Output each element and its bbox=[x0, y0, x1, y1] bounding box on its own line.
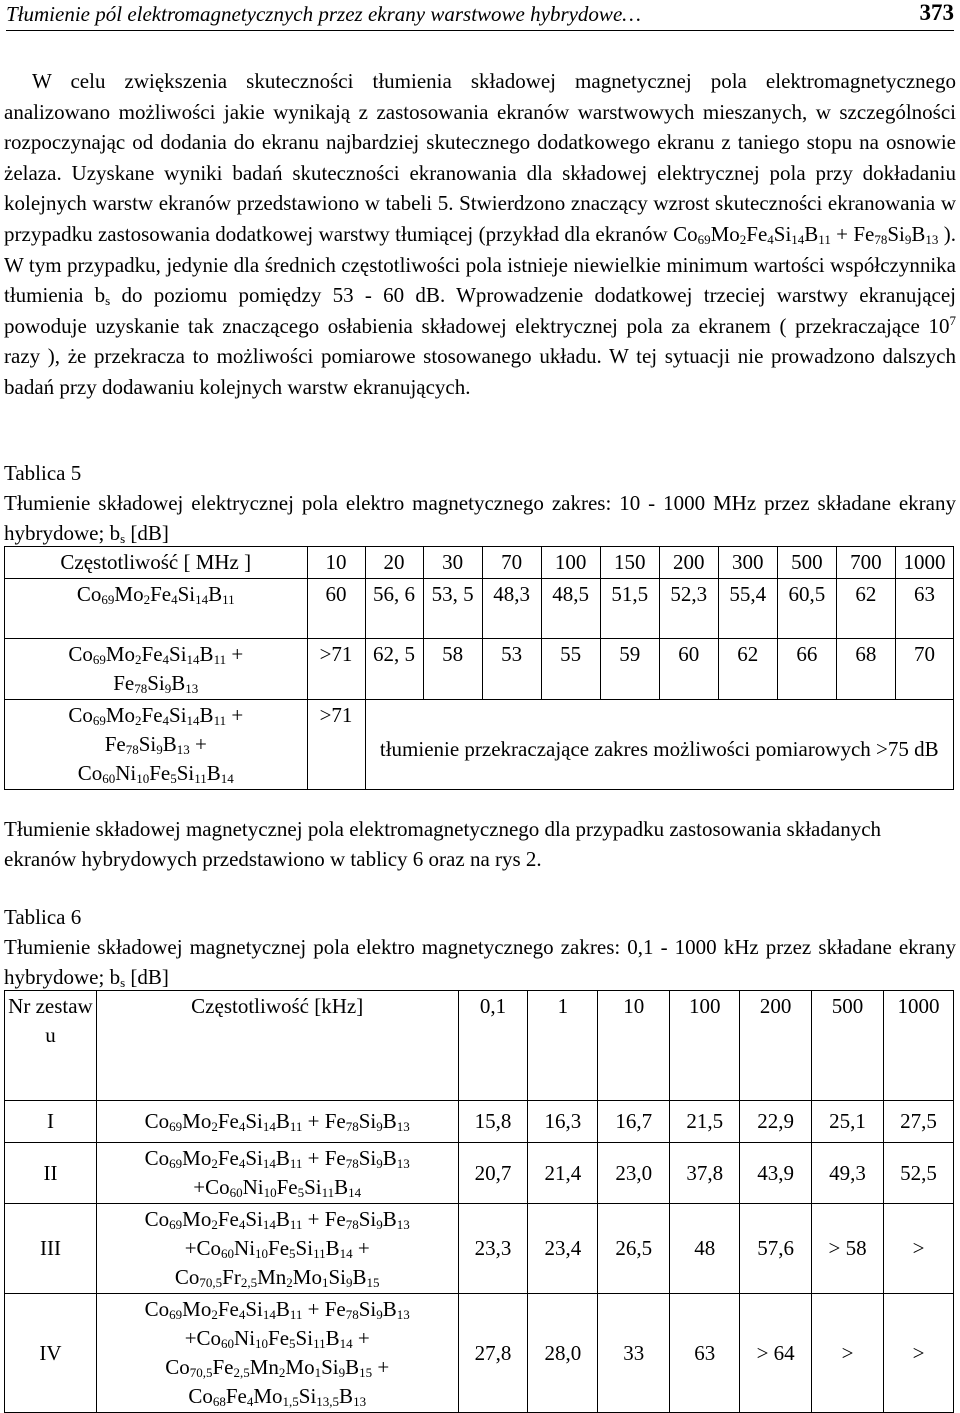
table5-row-label: $Co_{69}Mo_2Fe_4Si_{14}B_{11}$ + $Fe_{78}Si_9B_{13}$ + $Co_{60}Ni_{10}Fe_5Si_{11}B_{14}$ bbox=[5, 700, 308, 790]
table6-cell: > bbox=[883, 1204, 953, 1294]
table6-nr-header: Nr zestaw u bbox=[5, 991, 97, 1101]
table6-row-composition: $Co_{69}Mo_2Fe_4Si_{14}B_{11} + Fe_{78}Si_9B_{13}$ $+Co_{60}Ni_{10}Fe_5Si_{11}B_{14}$ + $Co_{70,5}Fe_{2,5}Mn_2Mo_1Si_9B_{15}$ + $Co_{68}Fe_4Mo_{1,5}Si_{13,5}B_{13}$ bbox=[96, 1294, 458, 1413]
table5-caption: Tłumienie składowej elektrycznej pola elektro magnetycznego zakres: 10 - 1000 MHz przez składane ekrany hybrydowe; $b_s$ [dB] bbox=[4, 491, 956, 546]
table5-freq: 500 bbox=[777, 547, 836, 579]
table6-cell: 23,4 bbox=[528, 1204, 598, 1294]
table6-cell: 27,5 bbox=[883, 1101, 953, 1143]
table5-cell: 56, 6 bbox=[365, 579, 423, 639]
table5-label: Tablica 5 bbox=[4, 461, 82, 485]
table5-freq: 20 bbox=[365, 547, 423, 579]
table5-freq: 10 bbox=[307, 547, 365, 579]
table6-row-nr: I bbox=[5, 1101, 97, 1143]
table6-row-composition: $Co_{69}Mo_2Fe_4Si_{14}B_{11} + Fe_{78}Si_9B_{13}$ $+Co_{60}Ni_{10}Fe_5Si_{11}B_{14}$ + $Co_{70,5}Fr_{2,5}Mn_2Mo_1Si_9B_{15}$ bbox=[96, 1204, 458, 1294]
table6-cell: 48 bbox=[670, 1204, 740, 1294]
table6-cell: 27,8 bbox=[458, 1294, 528, 1413]
table5-cell: 55 bbox=[541, 639, 600, 700]
table5-cell: 53 bbox=[482, 639, 541, 700]
table6-cell: 22,9 bbox=[740, 1101, 812, 1143]
table6-row-composition: $Co_{69}Mo_2Fe_4Si_{14}B_{11} + Fe_{78}Si_9B_{13}$ $+Co_{60}Ni_{10}Fe_5Si_{11}B_{14}$ bbox=[96, 1143, 458, 1204]
table5 bbox=[4, 546, 954, 790]
table6-row-nr: II bbox=[5, 1143, 97, 1204]
table5-cell: 62 bbox=[836, 579, 895, 639]
table6-caption-block bbox=[4, 902, 956, 992]
table5-freq: 1000 bbox=[895, 547, 953, 579]
table5-header-label: Częstotliwość [ MHz ] bbox=[5, 547, 308, 579]
table6-row-nr: III bbox=[5, 1204, 97, 1294]
table5-freq: 30 bbox=[423, 547, 482, 579]
table6-freq: 200 bbox=[740, 991, 812, 1101]
table5-header-row bbox=[5, 547, 954, 579]
table6-cell: > 64 bbox=[740, 1294, 812, 1413]
paragraph-text: razy ), że przekracza to możliwości pomiarowe stosowanego układu. W tej sytuacji nie prowadzono dalszych badań przy dodawaniu kolejnych warstw ekranujących. bbox=[4, 344, 956, 399]
table5-row bbox=[5, 700, 954, 790]
table5-cell: 68 bbox=[836, 639, 895, 700]
table6-freq-header: Częstotliwość [kHz] bbox=[96, 991, 458, 1101]
table6-freq: 1000 bbox=[883, 991, 953, 1101]
table6-row-composition: $Co_{69}Mo_2Fe_4Si_{14}B_{11} + Fe_{78}Si_9B_{13}$ bbox=[96, 1101, 458, 1143]
table6-cell: 23,3 bbox=[458, 1204, 528, 1294]
table6-cell: 21,5 bbox=[670, 1101, 740, 1143]
table6-cell: 21,4 bbox=[528, 1143, 598, 1204]
table5-cell: 60 bbox=[659, 639, 718, 700]
table6-cell: 16,3 bbox=[528, 1101, 598, 1143]
table6-cell: > bbox=[812, 1294, 884, 1413]
table5-cell: 55,4 bbox=[718, 579, 777, 639]
table5-freq: 70 bbox=[482, 547, 541, 579]
table5-row-label: $Co_{69}Mo_2Fe_4Si_{14}B_{11}$ bbox=[5, 579, 308, 639]
table5-freq: 100 bbox=[541, 547, 600, 579]
table5-cell: 60 bbox=[307, 579, 365, 639]
table5-merged-note: tłumienie przekraczające zakres możliwości pomiarowych >75 dB bbox=[365, 700, 953, 790]
table5-cell: 62 bbox=[718, 639, 777, 700]
table6-row-nr: IV bbox=[5, 1294, 97, 1413]
table6-cell: 23,0 bbox=[598, 1143, 670, 1204]
table6-row bbox=[5, 1143, 954, 1204]
table6-cell: 15,8 bbox=[458, 1101, 528, 1143]
table5-cell: 62, 5 bbox=[365, 639, 423, 700]
table6-header-row bbox=[5, 991, 954, 1101]
table5-cell: 53, 5 bbox=[423, 579, 482, 639]
table6-cell: 33 bbox=[598, 1294, 670, 1413]
table6-caption: Tłumienie składowej magnetycznej pola elektro magnetycznego zakres: 0,1 - 1000 kHz przez składane ekrany hybrydowe; $b_s$ [dB] bbox=[4, 935, 956, 990]
table6-cell: 20,7 bbox=[458, 1143, 528, 1204]
table5-cell: 59 bbox=[600, 639, 659, 700]
table6 bbox=[4, 990, 954, 1413]
table5-cell: 60,5 bbox=[777, 579, 836, 639]
table6-cell: 49,3 bbox=[812, 1143, 884, 1204]
table6-cell: 63 bbox=[670, 1294, 740, 1413]
table6-cell: 16,7 bbox=[598, 1101, 670, 1143]
table6-freq: 10 bbox=[598, 991, 670, 1101]
between-text: Tłumienie składowej magnetycznej pola elektromagnetycznego dla przypadku zastosowania składanych ekranów hybrydowych przedstawiono w tablicy 6 oraz na rys 2. bbox=[4, 817, 882, 871]
table5-cell: 48,5 bbox=[541, 579, 600, 639]
table5-row bbox=[5, 639, 954, 700]
table6-cell: 28,0 bbox=[528, 1294, 598, 1413]
table6-cell: 37,8 bbox=[670, 1143, 740, 1204]
page-number: 373 bbox=[919, 0, 954, 25]
table6-cell: 57,6 bbox=[740, 1204, 812, 1294]
table5-freq: 700 bbox=[836, 547, 895, 579]
main-paragraph: W celu zwiększenia skuteczności tłumienia składowej magnetycznej pola elektromagnetycznego analizowano możliwości jakie wynikają z zastosowania ekranów warstwowych mieszanych, w szczególności rozpoczynając od dodania do ekranu najbardziej skutecznego dodatkowego ekranu z taniego stopu na osnowie żelaza. Uzyskane wyniki badań skuteczności ekranowania dla składowej elektrycznej pola przy dokładaniu kolejnych warstw ekranów przedstawiono w tabeli 5. Stwierdzono znaczący wzrost skuteczności ekranowania w przypadku zastosowania dodatkowej warstwy tłumiącej (przykład dla ekranów $Co_{69}Mo_2Fe_4Si_{14}B_{11} + Fe_{78}Si_9B_{13}$ ). W tym przypadku, jedynie dla średnich częstotliwości pola istnieje niewielkie minimum wartości współczynnika tłumienia $b_s$ do poziomu pomiędzy 53 - 60 dB. Wprowadzenie dodatkowej trzeciej warstwy ekranującej powoduje uzyskanie tak znaczącego osłabienia składowej elektrycznej pola za ekranem ( przekraczające $10^7$ razy ), że przekracza to możliwości pomiarowe stosowanego układu. W tej sytuacji nie prowadzono dalszych badań przy dodawaniu kolejnych warstw ekranujących. bbox=[4, 69, 956, 399]
table5-cell: 52,3 bbox=[659, 579, 718, 639]
table5-cell: 63 bbox=[895, 579, 953, 639]
table6-cell: 25,1 bbox=[812, 1101, 884, 1143]
table6-cell: 43,9 bbox=[740, 1143, 812, 1204]
table5-cell: 66 bbox=[777, 639, 836, 700]
formula-co69mo2fe4si14b11: $Co_{69}Mo_2Fe_4Si_{14}B_{11}$ bbox=[673, 221, 831, 247]
running-header bbox=[6, 0, 954, 31]
table5-caption-block bbox=[4, 458, 956, 548]
table6-cell: 52,5 bbox=[883, 1143, 953, 1204]
table6-freq: 100 bbox=[670, 991, 740, 1101]
table6-cell: > bbox=[883, 1294, 953, 1413]
running-title: Tłumienie pól elektromagnetycznych przez ekrany warstwowe hybrydowe… bbox=[6, 2, 641, 26]
table5-cell: >71 bbox=[307, 700, 365, 790]
table6-cell: 26,5 bbox=[598, 1204, 670, 1294]
table6-freq: 1 bbox=[528, 991, 598, 1101]
formula-fe78si9b13: $Fe_{78}Si_9B_{13}$ bbox=[853, 221, 939, 247]
paragraph-text: W celu zwiększenia skuteczności tłumienia składowej magnetycznej pola elektromagnetycznego analizowano możliwości jakie wynikają z zastosowania ekranów warstwowych mieszanych, w szczególności rozpoczynając od dodania do ekranu najbardziej skutecznego dodatkowego ekranu z taniego stopu na osnowie żelaza. Uzyskane wyniki badań skuteczności ekranowania dla składowej elektrycznej pola przy dokładaniu kolejnych warstw ekranów przedstawiono w tabeli 5. Stwierdzono znaczący wzrost skuteczności ekranowania w przypadku zastosowania dodatkowej warstwy tłumiącej (przykład dla ekranów bbox=[4, 69, 956, 246]
table6-cell: > 58 bbox=[812, 1204, 884, 1294]
table6-row bbox=[5, 1101, 954, 1143]
table5-row bbox=[5, 579, 954, 639]
table6-freq: 0,1 bbox=[458, 991, 528, 1101]
table5-cell: 48,3 bbox=[482, 579, 541, 639]
table6-row bbox=[5, 1204, 954, 1294]
table5-cell: 58 bbox=[423, 639, 482, 700]
table5-row-label: $Co_{69}Mo_2Fe_4Si_{14}B_{11}$ + $Fe_{78}Si_9B_{13}$ bbox=[5, 639, 308, 700]
paragraph-text: do poziomu pomiędzy 53 - 60 dB. Wprowadzenie dodatkowej trzeciej warstwy ekranującej powoduje uzyskanie tak znaczącego osłabienia składowej elektrycznej pola za ekranem ( przekraczające 10 bbox=[4, 283, 956, 338]
table6-freq: 500 bbox=[812, 991, 884, 1101]
table5-cell: 51,5 bbox=[600, 579, 659, 639]
table6-label: Tablica 6 bbox=[4, 905, 82, 929]
table6-row bbox=[5, 1294, 954, 1413]
table5-freq: 300 bbox=[718, 547, 777, 579]
table5-cell: >71 bbox=[307, 639, 365, 700]
table5-cell: 70 bbox=[895, 639, 953, 700]
table5-freq: 150 bbox=[600, 547, 659, 579]
paragraph-text: ). W tym przypadku, jedynie dla średnich częstotliwości pola istnieje niewielkie minimum wartości współczynnika tłumienia b bbox=[4, 221, 956, 308]
table5-freq: 200 bbox=[659, 547, 718, 579]
